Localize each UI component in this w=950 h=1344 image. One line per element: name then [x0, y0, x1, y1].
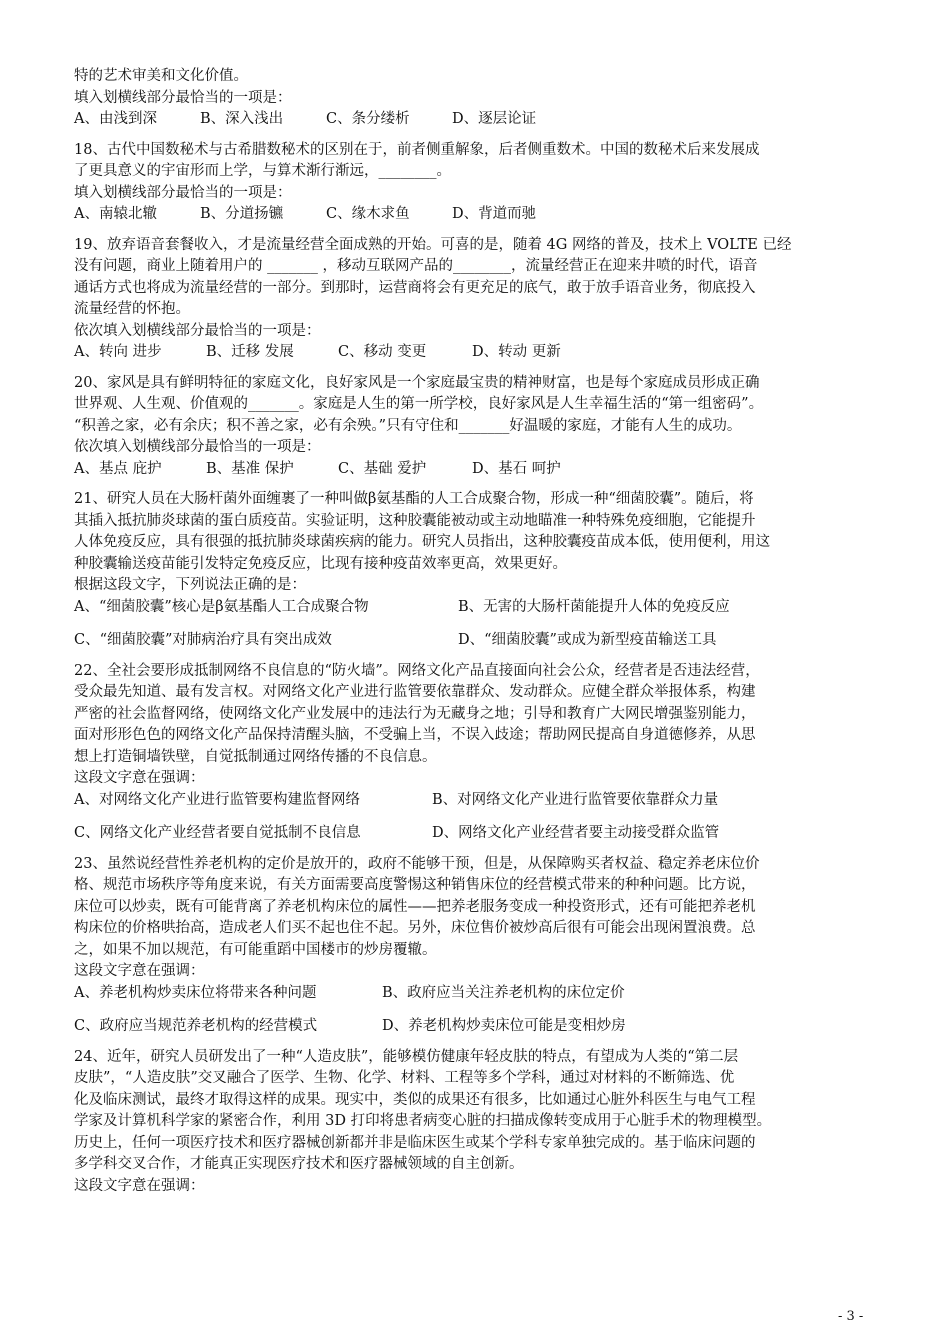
- q22-option-c: C、网络文化产业经营者要自觉抵制不良信息: [74, 825, 361, 841]
- q18-option-d: D、背道而驰: [452, 206, 537, 222]
- q20-blank-2: _______: [458, 417, 510, 434]
- q18-line-2: 了更具意义的宇宙形而上学，与算术渐行渐远，________。: [74, 163, 451, 179]
- q20-prompt: 依次填入划横线部分最恰当的一项是：: [74, 439, 321, 455]
- q21-line-2: 其插入抵抗肺炎球菌的蛋白质疫苗。实验证明，这种胶囊能被动或主动地瞄准一种特殊免疫细胞，它能提升: [74, 512, 756, 529]
- q21-option-d: D、“细菌胶囊”或成为新型疫苗输送工具: [458, 632, 717, 648]
- q24-line-6: 多学科交叉合作，才能真正实现医疗技术和医疗器械领域的自主创新。: [74, 1156, 524, 1172]
- q18-option-c: C、缘木求鱼: [326, 206, 410, 222]
- q24-line-1: 24、近年，研究人员研发出了一种“人造皮肤”，能够模仿健康年轻皮肤的特点，有望成为人类的“第二层: [74, 1048, 739, 1065]
- q20-option-b: B、基准 保护: [206, 460, 294, 477]
- q17-option-b: B、深入浅出: [200, 111, 284, 127]
- q18-option-a: A、南辕北辙: [74, 206, 157, 222]
- q22-line-2: 受众最先知道、最有发言权。对网络文化产业进行监管要依靠群众、发动群众。应健全群众举报体系，构建: [74, 684, 756, 700]
- q18-line-1: 18、古代中国数秘术与古希腊数秘术的区别在于，前者侧重解象，后者侧重数术。中国的数秘术后来发展成: [74, 141, 760, 158]
- page-number: - 3 -: [838, 1309, 864, 1324]
- q19-option-d: D、转动 更新: [472, 344, 561, 360]
- q21-options-row-1: [74, 597, 884, 619]
- q24-prompt: 这段文字意在强调：: [74, 1177, 205, 1194]
- q21-option-a: A、“细菌胶囊”核心是β氨基酯人工合成聚合物: [74, 598, 369, 615]
- q23-options-row-2: [74, 1016, 884, 1038]
- q19-blank-2: ________: [452, 258, 511, 274]
- q22-line-1: 22、全社会要形成抵制网络不良信息的“防火墙”。网络文化产品直接面向社会公众，经营者是否违法经营，: [74, 662, 760, 679]
- q22-line-3: 严密的社会监督网络，使网络文化产业发展中的违法行为无藏身之地；引导和教育广大网民增强鉴别能力，: [74, 705, 756, 722]
- q23-option-c: C、政府应当规范养老机构的经营模式: [74, 1018, 318, 1034]
- q24-line-4: 学家及计算机科学家的紧密合作，利用 3D 打印将患者病变心脏的扫描成像转变成用于心脏手术的物理模型。: [74, 1113, 772, 1129]
- q20-line-3: “积善之家，必有余庆；积不善之家，必有余殃。”只有守住和_______好温暖的家庭，才能有人生的成功。: [74, 417, 742, 434]
- q18-prompt: 填入划横线部分最恰当的一项是：: [74, 184, 292, 201]
- q24-line-3: 化及临床测试，最终才取得这样的成果。现实中，类似的成果还有很多，比如通过心脏外科医生与电气工程: [74, 1091, 756, 1108]
- q19-line-4: 流量经营的怀抱。: [74, 301, 190, 317]
- q22-option-b: B、对网络文化产业进行监管要依靠群众力量: [432, 791, 719, 808]
- q23-option-d: D、养老机构炒卖床位可能是变相炒房: [382, 1018, 626, 1034]
- q21-option-c: C、“细菌胶囊”对肺病治疗具有突出成效: [74, 632, 332, 648]
- q22-line-5: 想上打造铜墙铁壁，自觉抵制通过网络传播的不良信息。: [74, 748, 437, 765]
- q20-blank-1: _______: [248, 396, 299, 412]
- q22-prompt: 这段文字意在强调：: [74, 770, 205, 786]
- q22-options-row-2: [74, 823, 884, 845]
- q19-line-2: 没有问题，商业上随着用户的 _______ ，移动互联网产品的________，流量经营正在迎来井喷的时代，语音: [74, 258, 758, 274]
- q21-options-row-2: [74, 630, 884, 652]
- q21-prompt: 根据这段文字，下列说法正确的是：: [74, 577, 306, 593]
- q24-line-5: 历史上，任何一项医疗技术和医疗器械创新都并非是临床医生或某个学科专家单独完成的。基于临床问题的: [74, 1134, 756, 1151]
- q20-line-2: 世界观、人生观、价值观的_______。家庭是人生的第一所学校，良好家风是人生幸福生活的“第一组密码”。: [74, 396, 764, 412]
- q22-line-4: 面对形形色色的网络文化产品保持清醒头脑，不受骗上当，不误入歧途；帮助网民提高自身道德修养，从思: [74, 727, 756, 743]
- q20-line-1: 20、家风是具有鲜明特征的家庭文化，良好家风是一个家庭最宝贵的精神财富，也是每个家庭成员形成正确: [74, 374, 760, 391]
- q22-option-d: D、网络文化产业经营者要主动接受群众监管: [432, 825, 720, 841]
- q20-options: [74, 459, 884, 481]
- q21-line-3: 人体免疫反应，具有很强的抵抗肺炎球菌疾病的能力。研究人员指出，这种胶囊疫苗成本低，使用便利，用这: [74, 534, 770, 550]
- q19-line-3: 通话方式也将成为流量经营的一部分。到那时，运营商将会有更充足的底气，敢于放手语音业务，彻底投入: [74, 279, 756, 296]
- q17-option-c: C、条分缕析: [326, 111, 410, 127]
- q19-option-c: C、移动 变更: [338, 344, 427, 360]
- q20-option-a: A、基点 庇护: [74, 460, 162, 477]
- q23-option-a: A、养老机构炒卖床位将带来各种问题: [74, 984, 317, 1001]
- q23-line-5: 之，如果不加以规范，有可能重蹈中国楼市的炒房覆辙。: [74, 941, 437, 958]
- q23-line-2: 格、规范市场秩序等角度来说，有关方面需要高度警惕这种销售床位的经营模式带来的种种问题。比方说，: [74, 877, 756, 893]
- q19-options: [74, 342, 884, 364]
- q20-option-d: D、基石 呵护: [472, 460, 561, 477]
- q20-option-c: C、基础 爱护: [338, 460, 427, 477]
- q23-options-row-1: [74, 983, 884, 1005]
- q19-option-a: A、转向 进步: [74, 344, 162, 360]
- q21-line-4: 种胶囊输送疫苗能引发特定免疫反应，比现有接种疫苗效率更高，效果更好。: [74, 555, 567, 572]
- q18-option-b: B、分道扬镳: [200, 206, 284, 222]
- q17-prompt: 填入划横线部分最恰当的一项是：: [74, 89, 292, 106]
- q23-prompt: 这段文字意在强调：: [74, 963, 205, 979]
- q19-option-b: B、迁移 发展: [206, 344, 294, 360]
- q23-line-3: 床位可以炒卖，既有可能背离了养老机构床位的属性——把养老服务变成一种投资形式，还有可能把养老机: [74, 898, 756, 915]
- q18-options: [74, 204, 884, 226]
- q23-line-1: 23、虽然说经营性养老机构的定价是放开的，政府不能够干预，但是，从保障购买者权益、稳定养老床位价: [74, 855, 760, 872]
- q24-line-2: 皮肤”，“人造皮肤”交叉融合了医学、生物、化学、材料、工程等多个学科，通过对材料的不断筛选、优: [74, 1070, 735, 1086]
- q18-blank: ________: [378, 163, 437, 179]
- q17-options: [74, 109, 884, 131]
- q17-option-a: A、由浅到深: [74, 111, 157, 127]
- q22-options-row-1: [74, 790, 884, 812]
- q17-text: 特的艺术审美和文化价值。: [74, 68, 248, 84]
- q19-prompt: 依次填入划横线部分最恰当的一项是：: [74, 322, 321, 339]
- q22-option-a: A、对网络文化产业进行监管要构建监督网络: [74, 791, 360, 808]
- q23-line-4: 构床位的价格哄抬高，造成老人们买不起也住不起。另外，床位售价被炒高后很有可能会出现闲置浪费。总: [74, 920, 756, 936]
- q17-option-d: D、逐层论证: [452, 111, 537, 127]
- q19-line-1: 19、放弃语音套餐收入，才是流量经营全面成熟的开始。可喜的是，随着 4G 网络的普及，技术上 VOLTE 已经: [74, 236, 792, 253]
- q23-option-b: B、政府应当关注养老机构的床位定价: [382, 984, 625, 1001]
- q21-line-1: 21、研究人员在大肠杆菌外面缠裹了一种叫做β氨基酯的人工合成聚合物，形成一种“细菌胶囊”。随后，将: [74, 491, 754, 507]
- document-page: [74, 66, 884, 1197]
- q21-option-b: B、无害的大肠杆菌能提升人体的免疫反应: [458, 598, 730, 615]
- q19-blank-1: _______: [267, 258, 318, 274]
